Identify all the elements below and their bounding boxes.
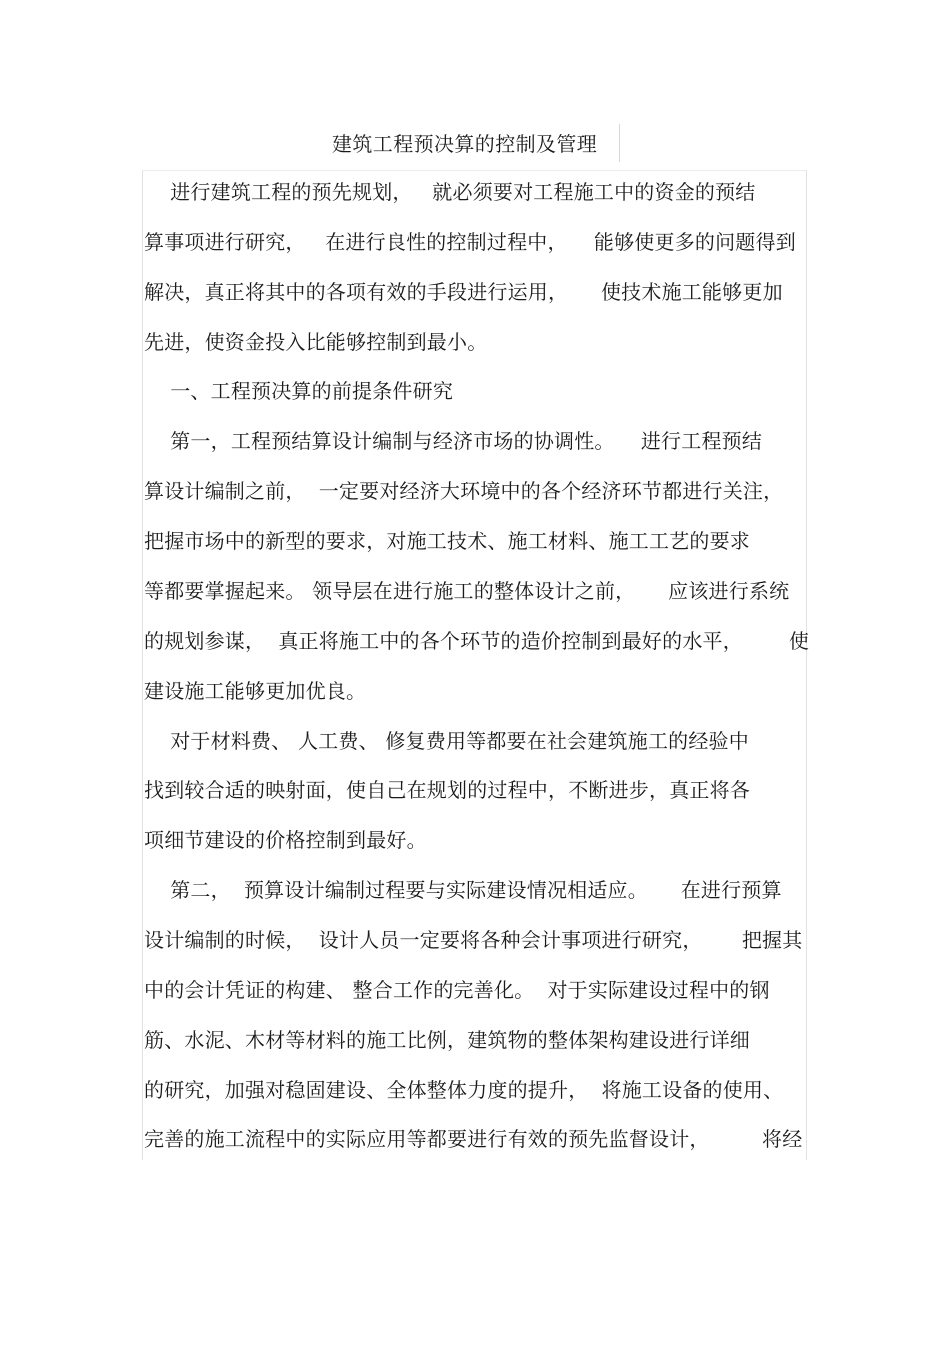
body-line: 中的会计凭证的构建、 整合工作的完善化。 对于实际建设过程中的钢	[144, 978, 770, 1002]
body-line: 第一，工程预结算设计编制与经济市场的协调性。 进行工程预结	[144, 429, 763, 453]
title-divider	[619, 124, 620, 162]
body-line: 的规划参谋， 真正将施工中的各个环节的造价控制到最好的水平， 使	[144, 629, 810, 653]
body-line: 找到较合适的映射面，使自己在规划的过程中，不断进步，真正将各	[144, 778, 750, 802]
body-line: 设计编制的时候， 设计人员一定要将各种会计事项进行研究， 把握其	[144, 928, 803, 952]
body-line: 先进，使资金投入比能够控制到最小。	[144, 330, 488, 354]
section-heading: 一、工程预决算的前提条件研究	[144, 379, 454, 403]
text-frame-top-border	[142, 170, 807, 171]
body-line: 建设施工能够更加优良。	[144, 679, 367, 703]
body-line: 等都要掌握起来。 领导层在进行施工的整体设计之前， 应该进行系统	[144, 579, 790, 603]
body-line: 筋、水泥、木材等材料的施工比例，建筑物的整体架构建设进行详细	[144, 1028, 750, 1052]
body-line: 解决，真正将其中的各项有效的手段进行运用， 使技术施工能够更加	[144, 280, 783, 304]
text-frame-right-border	[806, 170, 807, 1160]
body-line: 算事项进行研究， 在进行良性的控制过程中， 能够使更多的问题得到	[144, 230, 796, 254]
body-line: 第二， 预算设计编制过程要与实际建设情况相适应。 在进行预算	[144, 878, 782, 902]
body-line: 对于材料费、 人工费、 修复费用等都要在社会建筑施工的经验中	[144, 729, 749, 753]
body-line: 项细节建设的价格控制到最好。	[144, 828, 427, 852]
document-title: 建筑工程预决算的控制及管理	[332, 132, 598, 156]
body-line: 完善的施工流程中的实际应用等都要进行有效的预先监督设计， 将经	[144, 1127, 803, 1151]
body-line: 把握市场中的新型的要求，对施工技术、施工材料、施工工艺的要求	[144, 529, 750, 553]
body-line: 的研究，加强对稳固建设、全体整体力度的提升， 将施工设备的使用、	[144, 1078, 784, 1102]
body-line: 进行建筑工程的预先规划， 就必须要对工程施工中的资金的预结	[144, 180, 756, 204]
text-frame-left-border	[142, 170, 143, 1160]
body-line: 算设计编制之前， 一定要对经济大环境中的各个经济环节都进行关注，	[144, 479, 784, 503]
